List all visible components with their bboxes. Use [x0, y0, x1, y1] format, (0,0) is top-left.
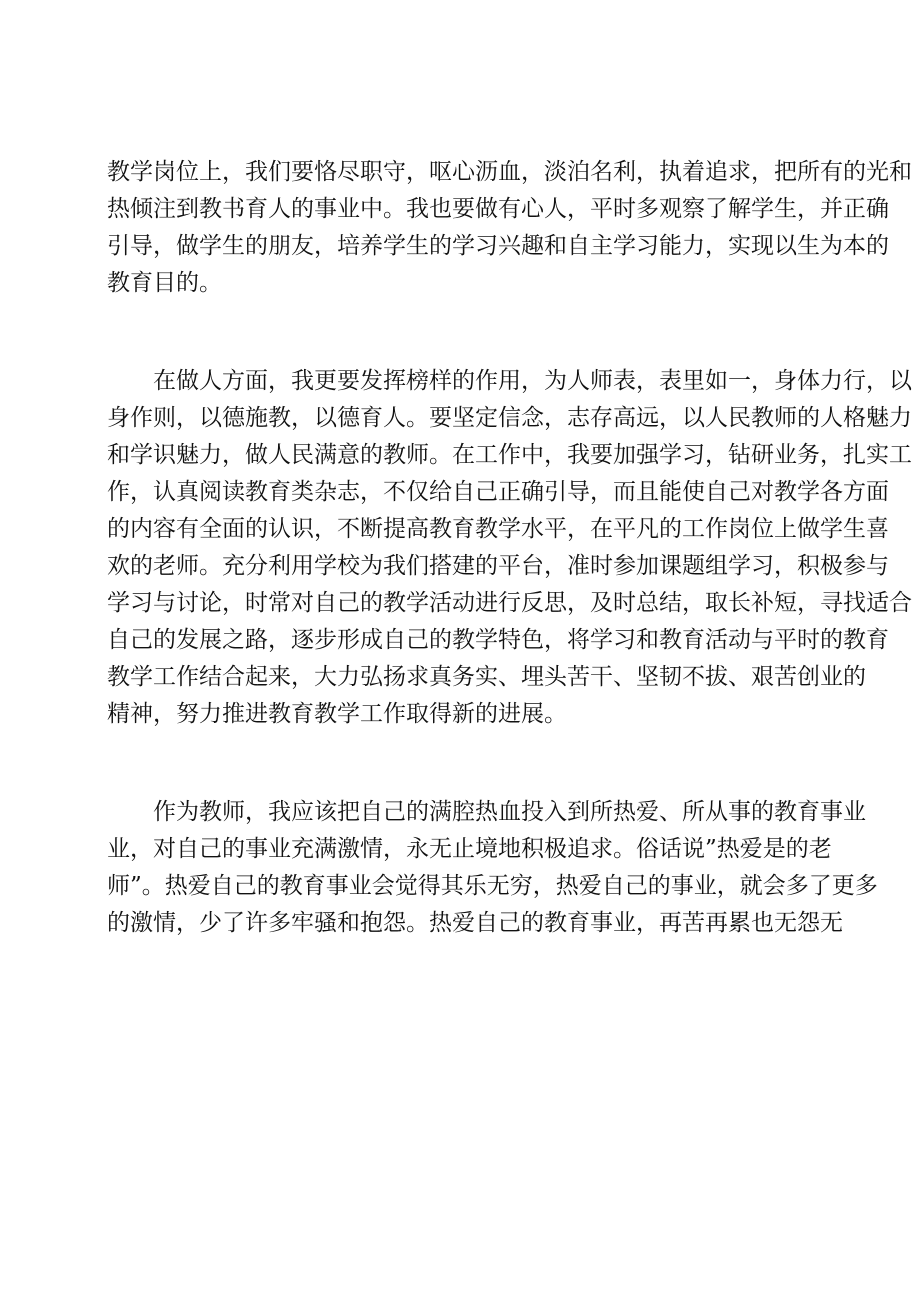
text-line: 作为教师，我应该把自己的满腔热血投入到所热爱、所从事的教育事业: [107, 799, 866, 825]
text-line: 教学工作结合起来，大力弘扬求真务实、埋头苦干、坚韧不拔、艰苦创业的: [107, 664, 866, 690]
paragraph-spacer: [107, 302, 822, 363]
text-line: 师”。热爱自己的教育事业会觉得其乐无穷，热爱自己的事业，就会多了更多: [107, 873, 878, 899]
text-line: 精神，努力推进教育教学工作取得新的进展。: [107, 701, 567, 727]
text-line: 和学识魅力，做人民满意的教师。在工作中，我要加强学习，钻研业务，扎实工: [107, 442, 912, 468]
paragraph: [107, 154, 912, 302]
text-line: 业，对自己的事业充满激情，永无止境地积极追求。俗话说”热爱是的老: [107, 836, 832, 862]
text-line: 教学岗位上，我们要恪尽职守，呕心沥血，淡泊名利，执着追求，把所有的光和: [107, 159, 912, 185]
text-line: 身作则，以德施教，以德育人。要坚定信念，志存高远，以人民教师的人格魅力: [107, 405, 912, 431]
document-body: [107, 154, 912, 942]
text-line: 作，认真阅读教育类杂志，不仅给自己正确引导，而且能使自己对教学各方面: [107, 479, 889, 505]
text-line: 学习与讨论，时常对自己的教学活动进行反思，及时总结，取长补短，寻找适合: [107, 590, 912, 616]
text-line: 自己的发展之路，逐步形成自己的教学特色，将学习和教育活动与平时的教育: [107, 627, 889, 653]
paragraph-spacer: [107, 733, 822, 794]
text-line: 的内容有全面的认识，不断提高教育教学水平，在平凡的工作岗位上做学生喜: [107, 516, 889, 542]
text-line: 教育目的。: [107, 270, 222, 296]
text-line: 的激情，少了许多牢骚和抱怨。热爱自己的教育事业，再苦再累也无怨无: [107, 910, 843, 936]
text-line: 欢的老师。充分利用学校为我们搭建的平台，准时参加课题组学习，积极参与: [107, 553, 889, 579]
paragraph: [107, 794, 878, 942]
text-line: 热倾注到教书育人的事业中。我也要做有心人，平时多观察了解学生，并正确: [107, 196, 889, 222]
paragraph: [107, 363, 912, 733]
text-line: 在做人方面，我更要发挥榜样的作用，为人师表，表里如一，身体力行，以: [107, 368, 912, 394]
text-line: 引导，做学生的朋友，培养学生的学习兴趣和自主学习能力，实现以生为本的: [107, 233, 889, 259]
